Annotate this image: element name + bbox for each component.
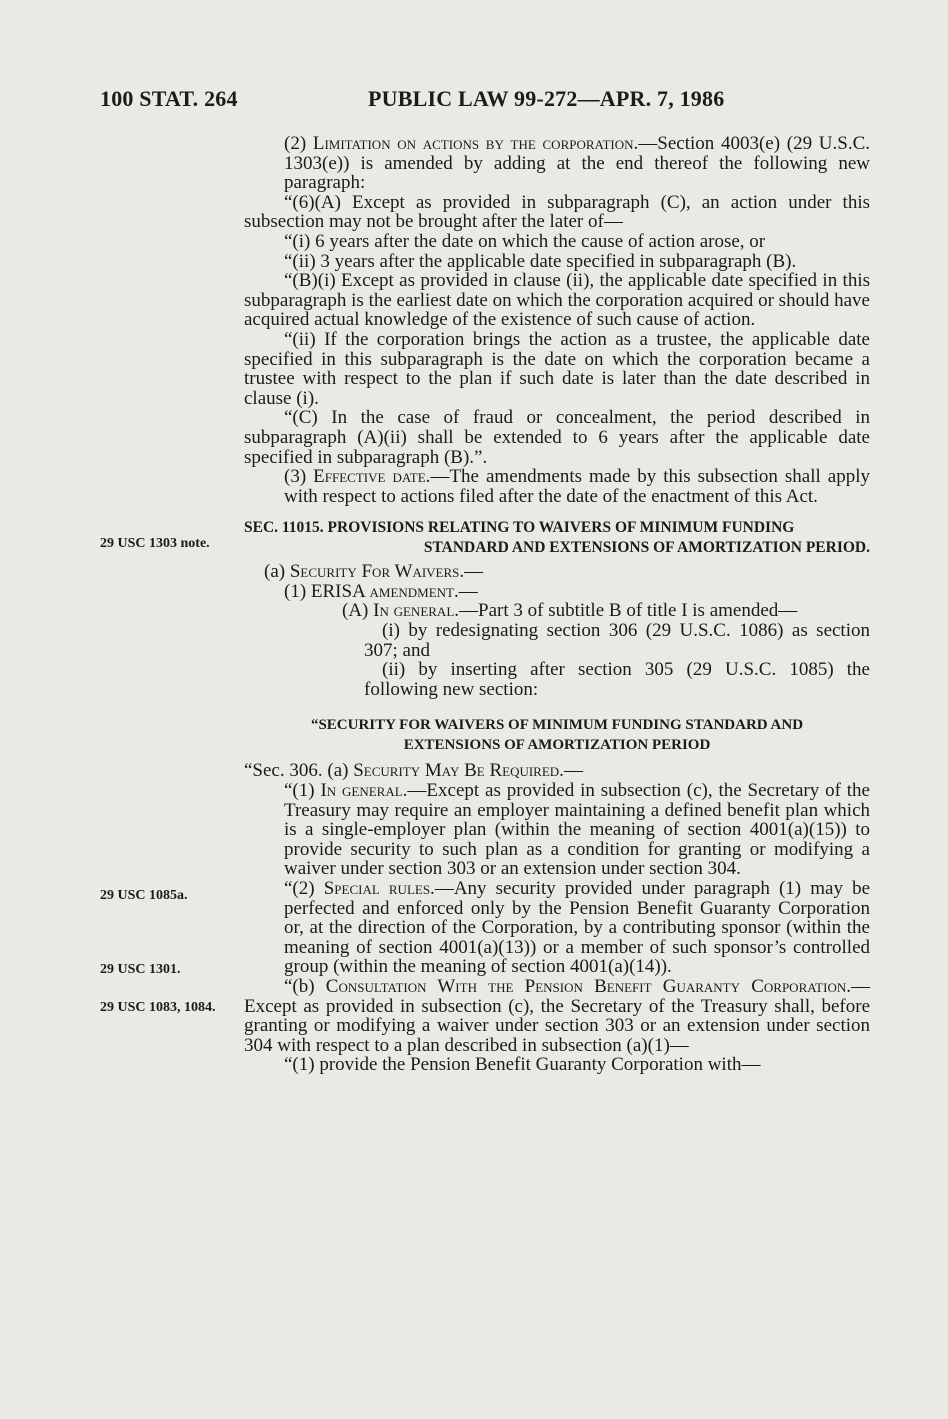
document-body xyxy=(244,134,870,1075)
paragraph: “(2) Special rules.—Any security provided under paragraph (1) may be perfected and enforced only by the Pension Benefit Guaranty Corporation or, at the direction of the Corporation, by a contributing sponsor (within the meaning of section 4001(a)(13)) or a member of such sponsor’s controlled group (within the meaning of section 4001(a)(14)). xyxy=(284,878,870,978)
paragraph: “(b) Consultation With the Pension Benefit Guaranty Corporation.—Except as provided in subsection (c), the Secretary of the Treasury shall, before granting or modifying a waiver under section 303 or an extension under section 304 with respect to a plan described in subsection (a)(1)— xyxy=(244,975,870,1056)
paragraph: (i) by redesignating section 306 (29 U.S.C. 1086) as section 307; and xyxy=(364,620,870,661)
margin-note: 29 USC 1085a. xyxy=(100,888,188,903)
margin-note: 29 USC 1303 note. xyxy=(100,536,210,551)
law-title-date: PUBLIC LAW 99-272—APR. 7, 1986 xyxy=(368,86,725,111)
paragraph: “(ii) 3 years after the applicable date specified in subparagraph (B). xyxy=(284,250,797,272)
paragraph: (ii) by inserting after section 305 (29 U.S.C. 1085) the following new section: xyxy=(364,659,870,700)
paragraph: (2) Limitation on actions by the corporation.—Section 4003(e) (29 U.S.C. 1303(e)) is amended by adding at the end thereof the following new paragraph: xyxy=(284,133,870,194)
paragraph: “(ii) If the corporation brings the action as a trustee, the applicable date specified in this subparagraph is the date on which the corporation became a trustee with respect to the plan if such date is later than the date described in clause (i). xyxy=(244,328,870,409)
paragraph: (3) Effective date.—The amendments made by this subsection shall apply with respect to actions filed after the date of the enactment of this Act. xyxy=(284,466,870,507)
paragraph: “Sec. 306. (a) Security May Be Required.— xyxy=(244,760,583,782)
section-heading: SEC. 11015. PROVISIONS RELATING TO WAIVERS OF MINIMUM FUNDING STANDARD AND EXTENSIONS OF AMORTIZATION PERIOD. xyxy=(244,519,870,557)
paragraph: (a) Security For Waivers.— xyxy=(264,561,484,583)
paragraph: (1) ERISA amendment.— xyxy=(284,580,478,602)
paragraph: (A) In general.—Part 3 of subtitle B of title I is amended— xyxy=(342,600,798,622)
paragraph: “(1) In general.—Except as provided in subsection (c), the Secretary of the Treasury may require an employer maintaining a defined benefit plan which is a single-employer plan (within the meaning of section 4001(a)(15)) to provide security to such plan as a condition for granting or modifying a waiver under section 303 or an extension under section 304. xyxy=(284,780,870,880)
stat-page-number: 100 STAT. 264 xyxy=(100,86,238,111)
paragraph: “(B)(i) Except as provided in clause (ii), the applicable date specified in this subparagraph is the earliest date on which the corporation acquired or should have acquired actual knowledge of the existence of such cause of action. xyxy=(244,270,870,331)
paragraph: “(1) provide the Pension Benefit Guaranty Corporation with— xyxy=(284,1054,761,1076)
paragraph: “(C) In the case of fraud or concealment, the period described in subparagraph (A)(ii) shall be extended to 6 years after the applicable date specified in subparagraph (B).”. xyxy=(244,407,870,468)
new-section-heading: “SECURITY FOR WAIVERS OF MINIMUM FUNDING STANDARD AND EXTENSIONS OF AMORTIZATION PERIOD xyxy=(310,717,804,754)
margin-note: 29 USC 1083, 1084. xyxy=(100,1000,216,1015)
paragraph: “(6)(A) Except as provided in subparagraph (C), an action under this subsection may not be brought after the later of— xyxy=(244,191,870,233)
paragraph: “(i) 6 years after the date on which the cause of action arose, or xyxy=(284,230,766,252)
margin-note: 29 USC 1301. xyxy=(100,962,181,977)
